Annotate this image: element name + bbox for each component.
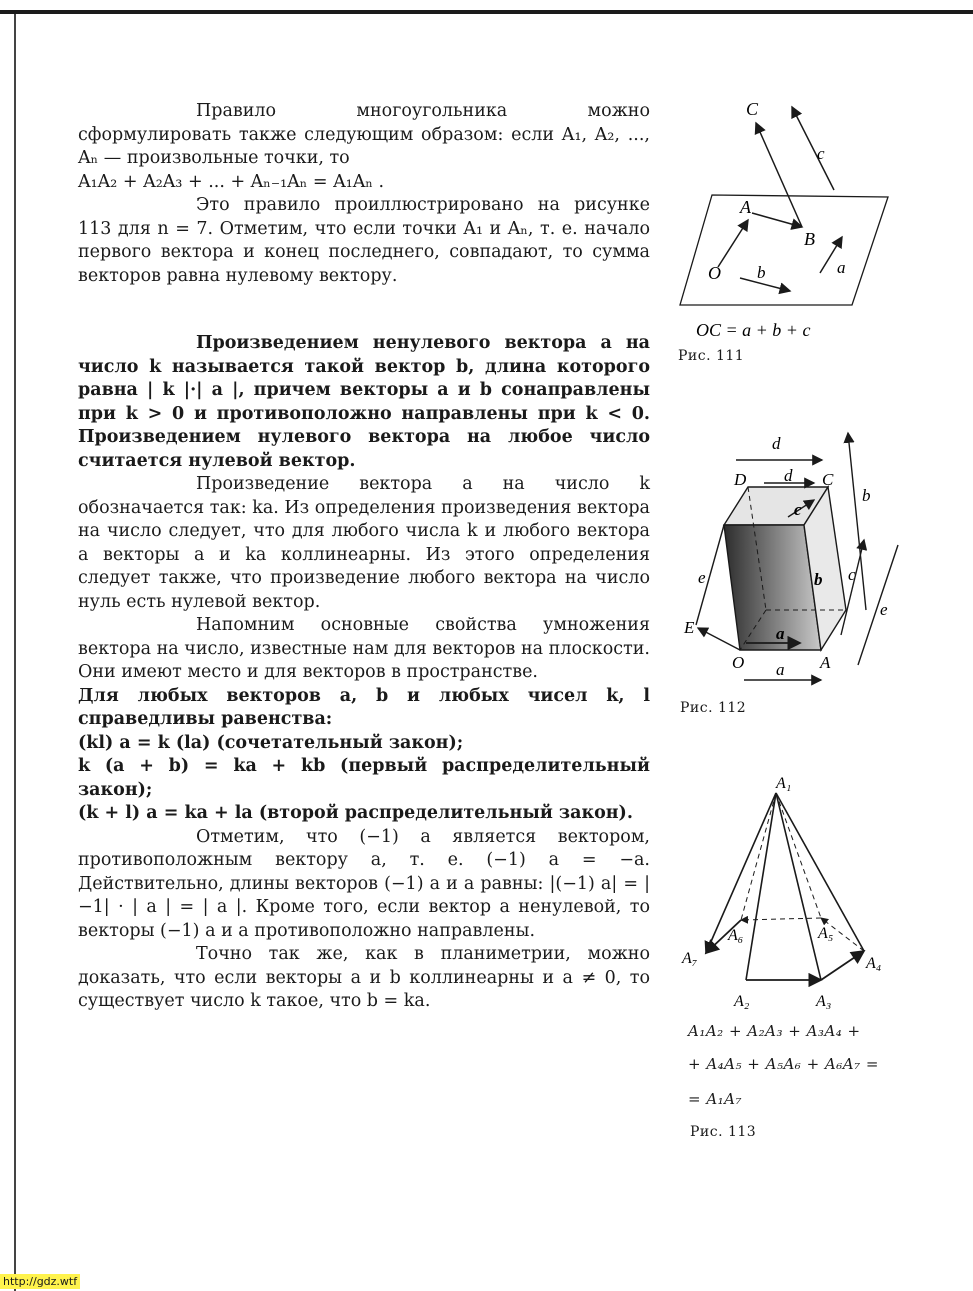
caption-111: Рис. 111: [678, 348, 745, 364]
vector-e-line: [858, 545, 898, 665]
label-a: a: [776, 624, 785, 643]
caption-113: Рис. 113: [690, 1124, 757, 1140]
paragraph-opposite: Отметим, что (−1) a является вектором, противоположным вектору a, т. е. (−1) a = −a. Действительно, длины векторов (−1) a и a равны: |(−1) a| = |−1| · | a | = | a |. Кроме того, если вектор a ненулевой, то векторы (−1) a и a противоположно направлены.: [78, 826, 650, 941]
edge-A1A2: [746, 793, 776, 980]
vector-BC: [756, 123, 802, 227]
edge-A1A5: [776, 793, 821, 918]
label-b: b: [862, 486, 871, 505]
label-C: C: [746, 99, 759, 119]
formula-113-line2: + A₄A₅ + A₅A₆ + A₆A₇ =: [688, 1055, 879, 1073]
edge-A1A3: [776, 793, 821, 980]
label-A1: A₁: [776, 775, 792, 792]
label-A5: A₅: [818, 925, 834, 942]
figure-112: [676, 425, 906, 695]
paragraph-polygon-rule: Правило многоугольника можно сформулировать также следующим образом: если A₁, A₂, ..., Aₙ — произвольные точки, то: [78, 101, 650, 168]
label-b-front: b: [814, 570, 823, 589]
definition-product: Произведением ненулевого вектора a на число k называется такой вектор b, длина которого равна | k |·| a |, причем векторы a и b сонаправлены при k > 0 и противоположно направлены при k < 0. Произведением нулевого вектора на любое число считается нулевой вектор.: [78, 333, 650, 471]
label-C: C: [822, 470, 834, 489]
label-b: b: [757, 263, 766, 282]
label-A: A: [740, 197, 751, 217]
figure-111: [670, 95, 900, 345]
paragraph-illustration: Это правило проиллюстрировано на рисунке 113 для n = 7. Отметим, что если точки A₁ и Aₙ, т. е. начало первого вектора и конец последнего, совпадают, то сумма векторов равна нулевому вектору.: [78, 195, 650, 286]
label-e: e: [880, 600, 888, 619]
law-distributive-1: k (a + b) = ka + kb (первый распределительный закон);: [78, 756, 650, 800]
label-E: E: [684, 618, 695, 637]
formula-113-line1: A₁A₂ + A₂A₃ + A₃A₄ +: [688, 1022, 861, 1040]
label-A3: A₃: [816, 993, 832, 1010]
label-O: O: [732, 653, 745, 672]
label-a: a: [837, 258, 846, 277]
label-D: D: [734, 470, 747, 489]
label-c-top: c: [794, 500, 802, 519]
label-e-left: e: [698, 568, 706, 587]
label-d-top: d: [772, 434, 781, 453]
label-c: c: [817, 144, 825, 163]
label-d: d: [784, 466, 793, 485]
label-O: O: [708, 263, 721, 283]
law-associative: (kl) a = k (la) (сочетательный закон);: [78, 732, 464, 753]
main-text: [78, 100, 650, 1014]
vector-A5A6: [741, 918, 821, 920]
label-A4: A₄: [866, 955, 882, 972]
vector-c: [841, 540, 864, 635]
top-border: [0, 10, 973, 14]
paragraph-collinear: Точно так же, как в планиметрии, можно доказать, что если векторы a и b коллинеарны и a ≠ 0, то существует число k такое, что b = ka.: [78, 944, 650, 1011]
vector-OE: [698, 628, 740, 650]
vector-c: [792, 107, 834, 190]
label-A7: A₇: [682, 950, 698, 967]
vector-OA: [718, 220, 748, 267]
label-A: A: [820, 653, 831, 672]
paragraph-notation: Произведение вектора a на число k обозначается так: ka. Из определения произведения вектора на число следует, что для любого числа k и любого вектора a векторы a и ka коллинеарны. Из этого определения следует также, что произведение любого вектора на число нуль есть нулевой вектор.: [78, 474, 650, 612]
label-B: B: [804, 229, 815, 249]
footer-link[interactable]: http://gdz.wtf: [0, 1274, 80, 1289]
label-A2: A₂: [734, 993, 750, 1010]
label-c: c: [848, 565, 856, 584]
page-edge: [14, 14, 16, 1291]
formula-polygon-rule: A₁A₂ + A₂A₃ + ... + Aₙ₋₁Aₙ = A₁Aₙ .: [78, 171, 385, 192]
vector-AB: [752, 213, 802, 227]
paragraph-equalities: Для любых векторов a, b и любых чисел k, l справедливы равенства:: [78, 685, 650, 729]
law-distributive-2: (k + l) a = ka + la (второй распределительный закон).: [78, 803, 633, 823]
caption-112: Рис. 112: [680, 700, 747, 716]
label-A6: A₆: [728, 927, 744, 944]
label-a-bottom: a: [776, 660, 785, 679]
figure-113: [676, 768, 906, 1018]
formula-113-line3: = A₁A₇: [688, 1090, 743, 1108]
vector-A3A4: [821, 951, 864, 980]
formula-111: OC = a + b + c: [696, 320, 811, 340]
plane: [680, 195, 888, 305]
paragraph-properties: Напомним основные свойства умножения вектора на число, известные нам для векторов на плоскости. Они имеют место и для векторов в пространстве.: [78, 615, 650, 682]
